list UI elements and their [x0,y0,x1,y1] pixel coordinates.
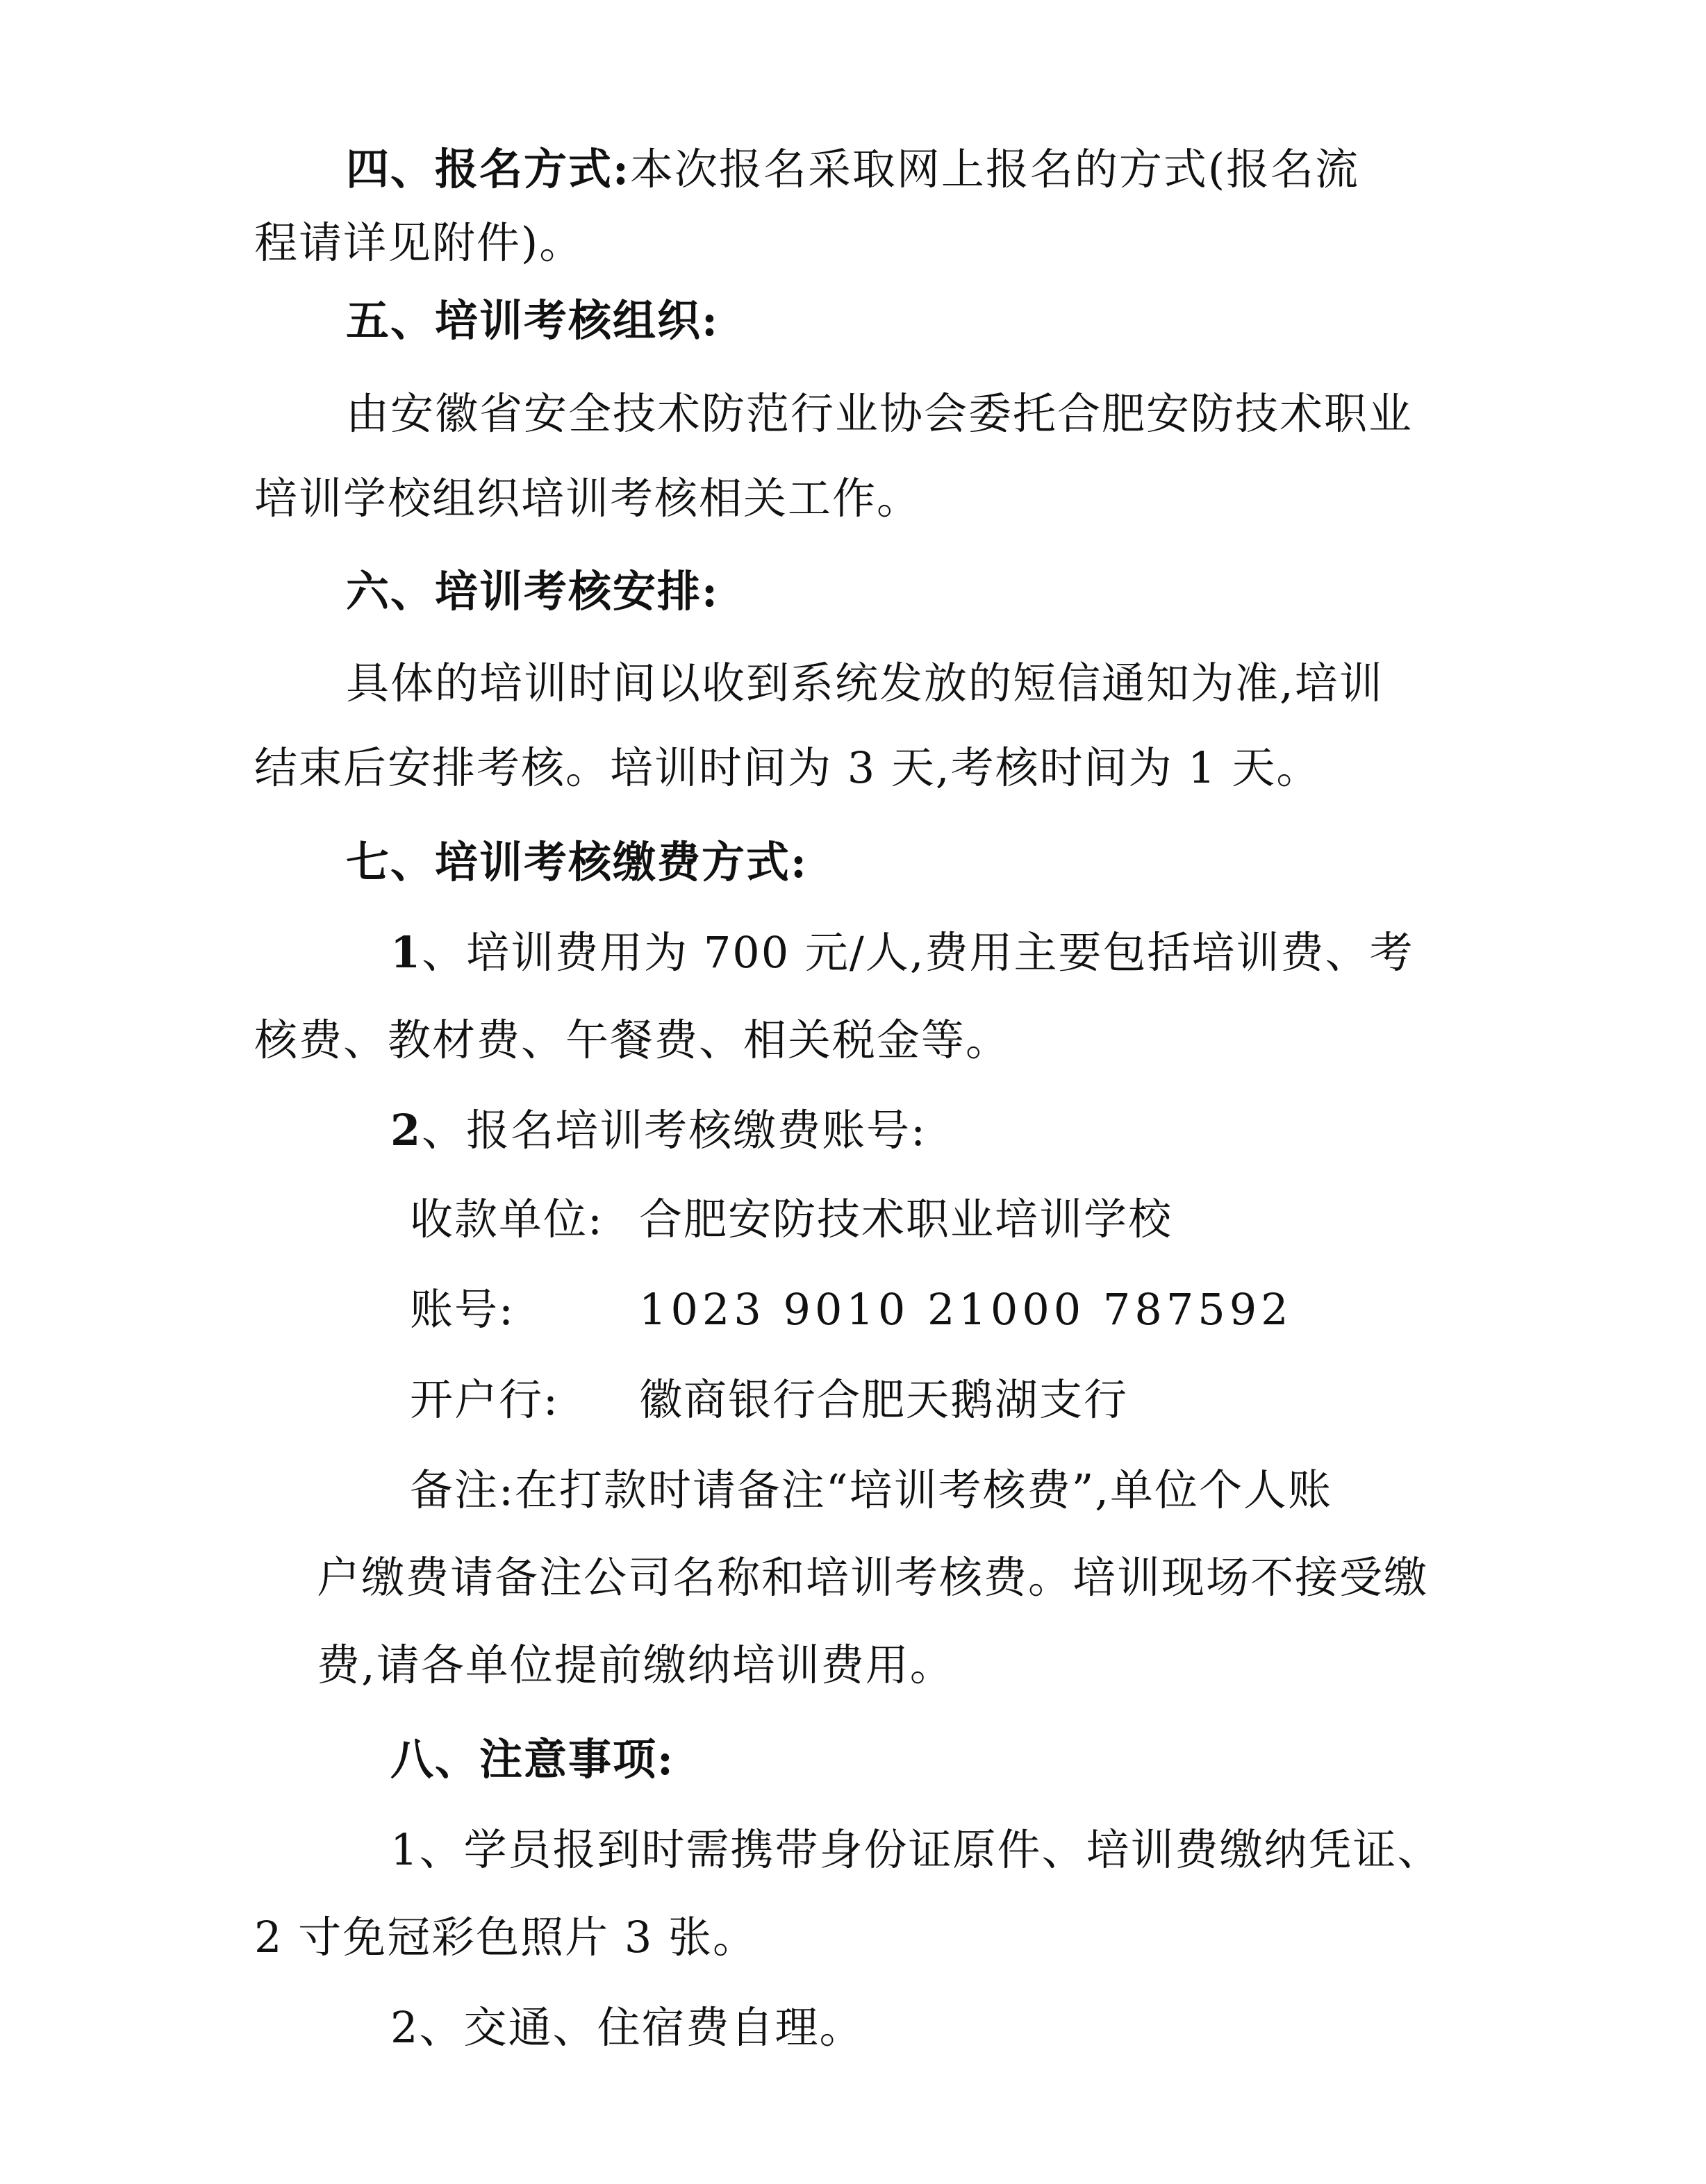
section8-item1-line2: 2 寸免冠彩色照片 3 张。 [254,1912,758,1962]
section8-item1-line1: 1、学员报到时需携带身份证原件、培训费缴纳凭证、 [390,1824,1442,1875]
section6-heading: 六、培训考核安排: [346,566,719,617]
payee-label: 收款单位: [410,1194,604,1244]
section7-heading: 七、培训考核缴费方式: [346,837,808,887]
note-line1: 备注:在打款时请备注“培训考核费”,单位个人账 [410,1465,1332,1515]
section6-line2: 结束后安排考核。培训时间为 3 天,考核时间为 1 天。 [254,742,1321,793]
section7-item1-number: 1 [390,927,422,978]
section4-heading: 四、报名方式: [346,144,630,194]
section7-item2-number: 2 [390,1105,422,1156]
bank-label: 开户行: [410,1374,559,1425]
section7-item1-text: 、培训费用为 700 元/人,费用主要包括培训费、考 [422,927,1414,978]
section8-item2: 2、交通、住宿费自理。 [390,2002,864,2053]
account-value: 1023 9010 21000 787592 [639,1284,1293,1335]
section7-item1-line1 [390,925,1414,981]
payee-value: 合肥安防技术职业培训学校 [639,1194,1173,1244]
bank-row [410,1372,1128,1428]
section5-line1: 由安徽省安全技术防范行业协会委托合肥安防技术职业 [346,388,1414,439]
section5-heading: 五、培训考核组织: [346,295,719,346]
section6-line1: 具体的培训时间以收到系统发放的短信通知为准,培训 [346,658,1384,708]
note-line3: 费,请各单位提前缴纳培训费用。 [317,1640,954,1690]
bank-value: 徽商银行合肥天鹅湖支行 [639,1374,1129,1425]
account-label: 账号: [410,1284,515,1335]
section7-item2 [390,1103,927,1158]
section7-item2-text: 、报名培训考核缴费账号: [422,1105,927,1156]
section4-line1 [346,142,1359,197]
section5-line2: 培训学校组织培训考核相关工作。 [254,473,922,524]
account-row [410,1282,1293,1337]
section8-heading: 八、注意事项: [390,1734,674,1785]
note-line2: 户缴费请备注公司名称和培训考核费。培训现场不接受缴 [317,1552,1429,1603]
payee-row [410,1192,1173,1247]
section4-line2: 程请详见附件)。 [254,217,584,268]
section4-text: 本次报名采取网上报名的方式(报名流 [629,144,1360,194]
section7-item1-line2: 核费、教材费、午餐费、相关税金等。 [254,1015,1011,1065]
